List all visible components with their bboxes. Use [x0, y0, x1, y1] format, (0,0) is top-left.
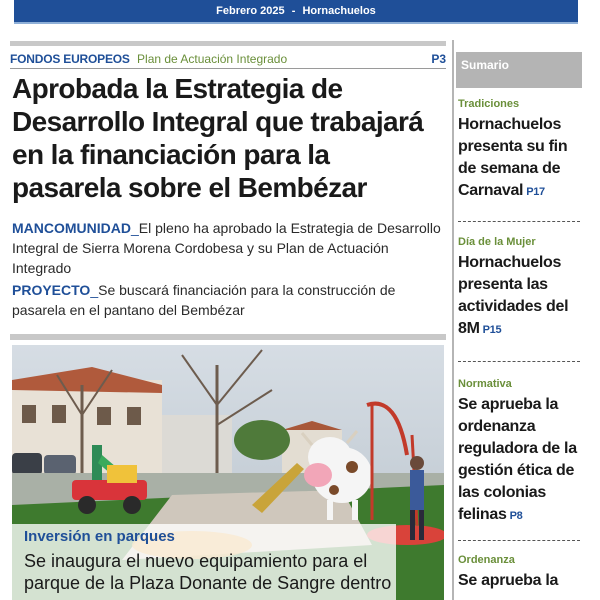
lead-keyword: PROYECTO — [12, 282, 91, 298]
sidebar-divider — [458, 540, 580, 541]
main-headline[interactable]: Aprobada la Estrategia de Desarrollo Integral que trabajará en la financiación para la pasarela sobre el Bembézar — [12, 73, 424, 203]
masthead-bar — [14, 0, 578, 24]
sidebar-item-page[interactable]: P15 — [482, 324, 502, 336]
masthead-separator: - — [291, 5, 296, 17]
sidebar-item-category: Ordenanza — [458, 554, 515, 566]
sidebar-item-page[interactable]: P17 — [526, 186, 545, 198]
sidebar-divider — [458, 221, 580, 222]
sidebar-item-title — [458, 394, 582, 527]
section-header — [10, 52, 446, 68]
sidebar-item-category: Tradiciones — [458, 98, 520, 110]
section-page-ref[interactable]: P3 — [431, 52, 446, 66]
sidebar-header — [456, 52, 582, 88]
section-subtitle: Plan de Actuación Integrado — [137, 52, 288, 66]
sidebar-item-title-text: Se aprueba la ordenanza reguladora de la gestión ética de las colonias felinas — [458, 396, 577, 523]
lead-underscore: _ — [90, 282, 99, 298]
sidebar-item-title — [458, 114, 582, 203]
lead-text: Se buscará financiación para la construcción de pasarela en el pantano del Bembézar — [12, 282, 396, 318]
column-divider — [452, 40, 454, 600]
section-rule — [10, 41, 446, 46]
photo-caption-text[interactable]: Se inaugura el nuevo equipamiento para el parque de la Plaza Donante de Sangre dentro — [24, 551, 392, 593]
lead-paragraph — [12, 218, 444, 278]
sidebar-item-title-text: Hornachuelos presenta su fin de semana de Carnaval — [458, 116, 568, 199]
section-name: FONDOS EUROPEOS — [10, 52, 130, 66]
lead-keyword: MANCOMUNIDAD — [12, 220, 131, 236]
sidebar-item[interactable] — [458, 236, 582, 341]
masthead-text — [14, 5, 578, 17]
sidebar-title: Sumario — [461, 58, 510, 72]
sidebar-item-page[interactable]: P8 — [509, 510, 523, 522]
sidebar-item[interactable] — [458, 554, 582, 593]
sidebar-item-category: Día de la Mujer — [458, 236, 536, 248]
sidebar-item-title — [458, 252, 582, 341]
sidebar-item-category: Normativa — [458, 378, 512, 390]
sidebar-item-title — [458, 570, 582, 593]
sidebar-item-title-text: Se aprueba la — [458, 572, 559, 589]
issue-month: Febrero 2025 — [216, 5, 285, 17]
sidebar-item[interactable] — [458, 378, 582, 527]
lead-underscore: _ — [131, 220, 139, 236]
section-underline — [10, 68, 446, 69]
issue-town: Hornachuelos — [302, 5, 376, 17]
photo-caption-tag: Inversión en parques — [24, 528, 175, 545]
lead-paragraph — [12, 280, 444, 320]
sidebar-item[interactable] — [458, 98, 582, 203]
lead-text: El pleno ha aprobado la Estrategia de Desarrollo Integral de Sierra Morena Cordobesa y su Plan de Actuación Integrado — [12, 220, 441, 276]
photo-rule — [10, 334, 446, 340]
sidebar-item-title-text: Hornachuelos presenta las actividades del 8M — [458, 254, 569, 337]
sidebar-divider — [458, 361, 580, 362]
